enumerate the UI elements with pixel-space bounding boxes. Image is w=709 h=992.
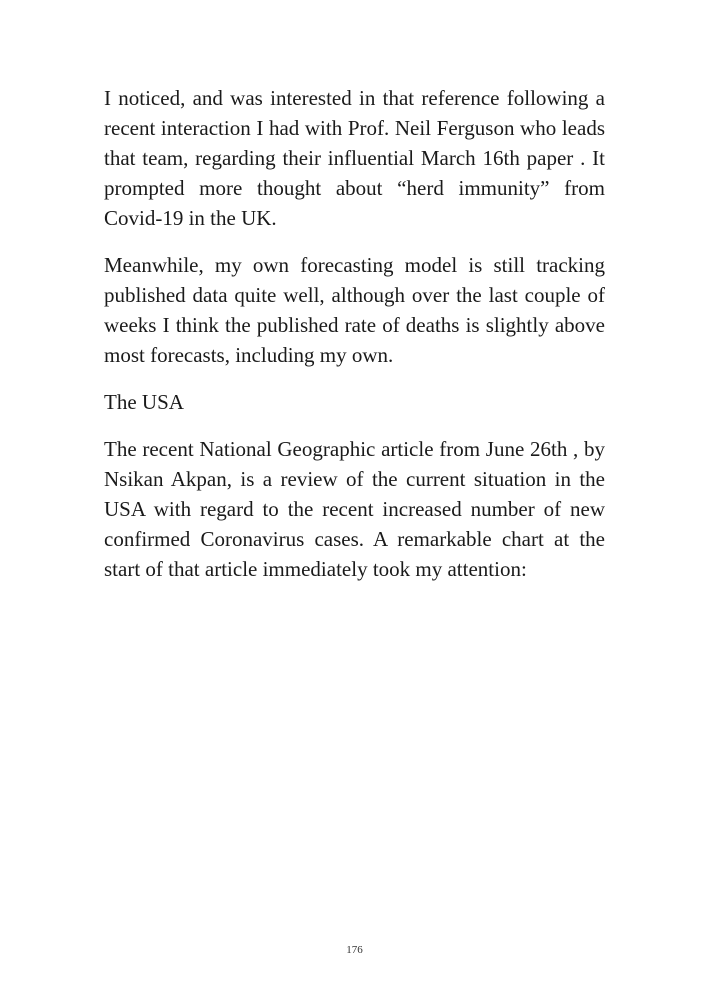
section-heading-usa: The USA bbox=[104, 390, 184, 414]
paragraph-usa-article: The recent National Geographic article from June 26th , by Nsikan Akpan, is a review of the current situation in the USA with regard to the recent increased number of new confirmed Coronavirus cases. A remarkable chart at the start of that article immediately took my attention: bbox=[104, 437, 605, 581]
paragraph-forecasting-model: Meanwhile, my own forecasting model is still tracking published data quite well, although over the last couple of weeks I think the published rate of deaths is slightly above most forecasts, including my own. bbox=[104, 253, 605, 367]
body-text bbox=[104, 83, 605, 601]
paragraph-herd-immunity: I noticed, and was interested in that reference following a recent interaction I had with Prof. Neil Ferguson who leads that team, regarding their influential March 16th paper . It prompted more thought about “herd immunity” from Covid-19 in the UK. bbox=[104, 86, 605, 230]
page-number: 176 bbox=[346, 944, 363, 956]
